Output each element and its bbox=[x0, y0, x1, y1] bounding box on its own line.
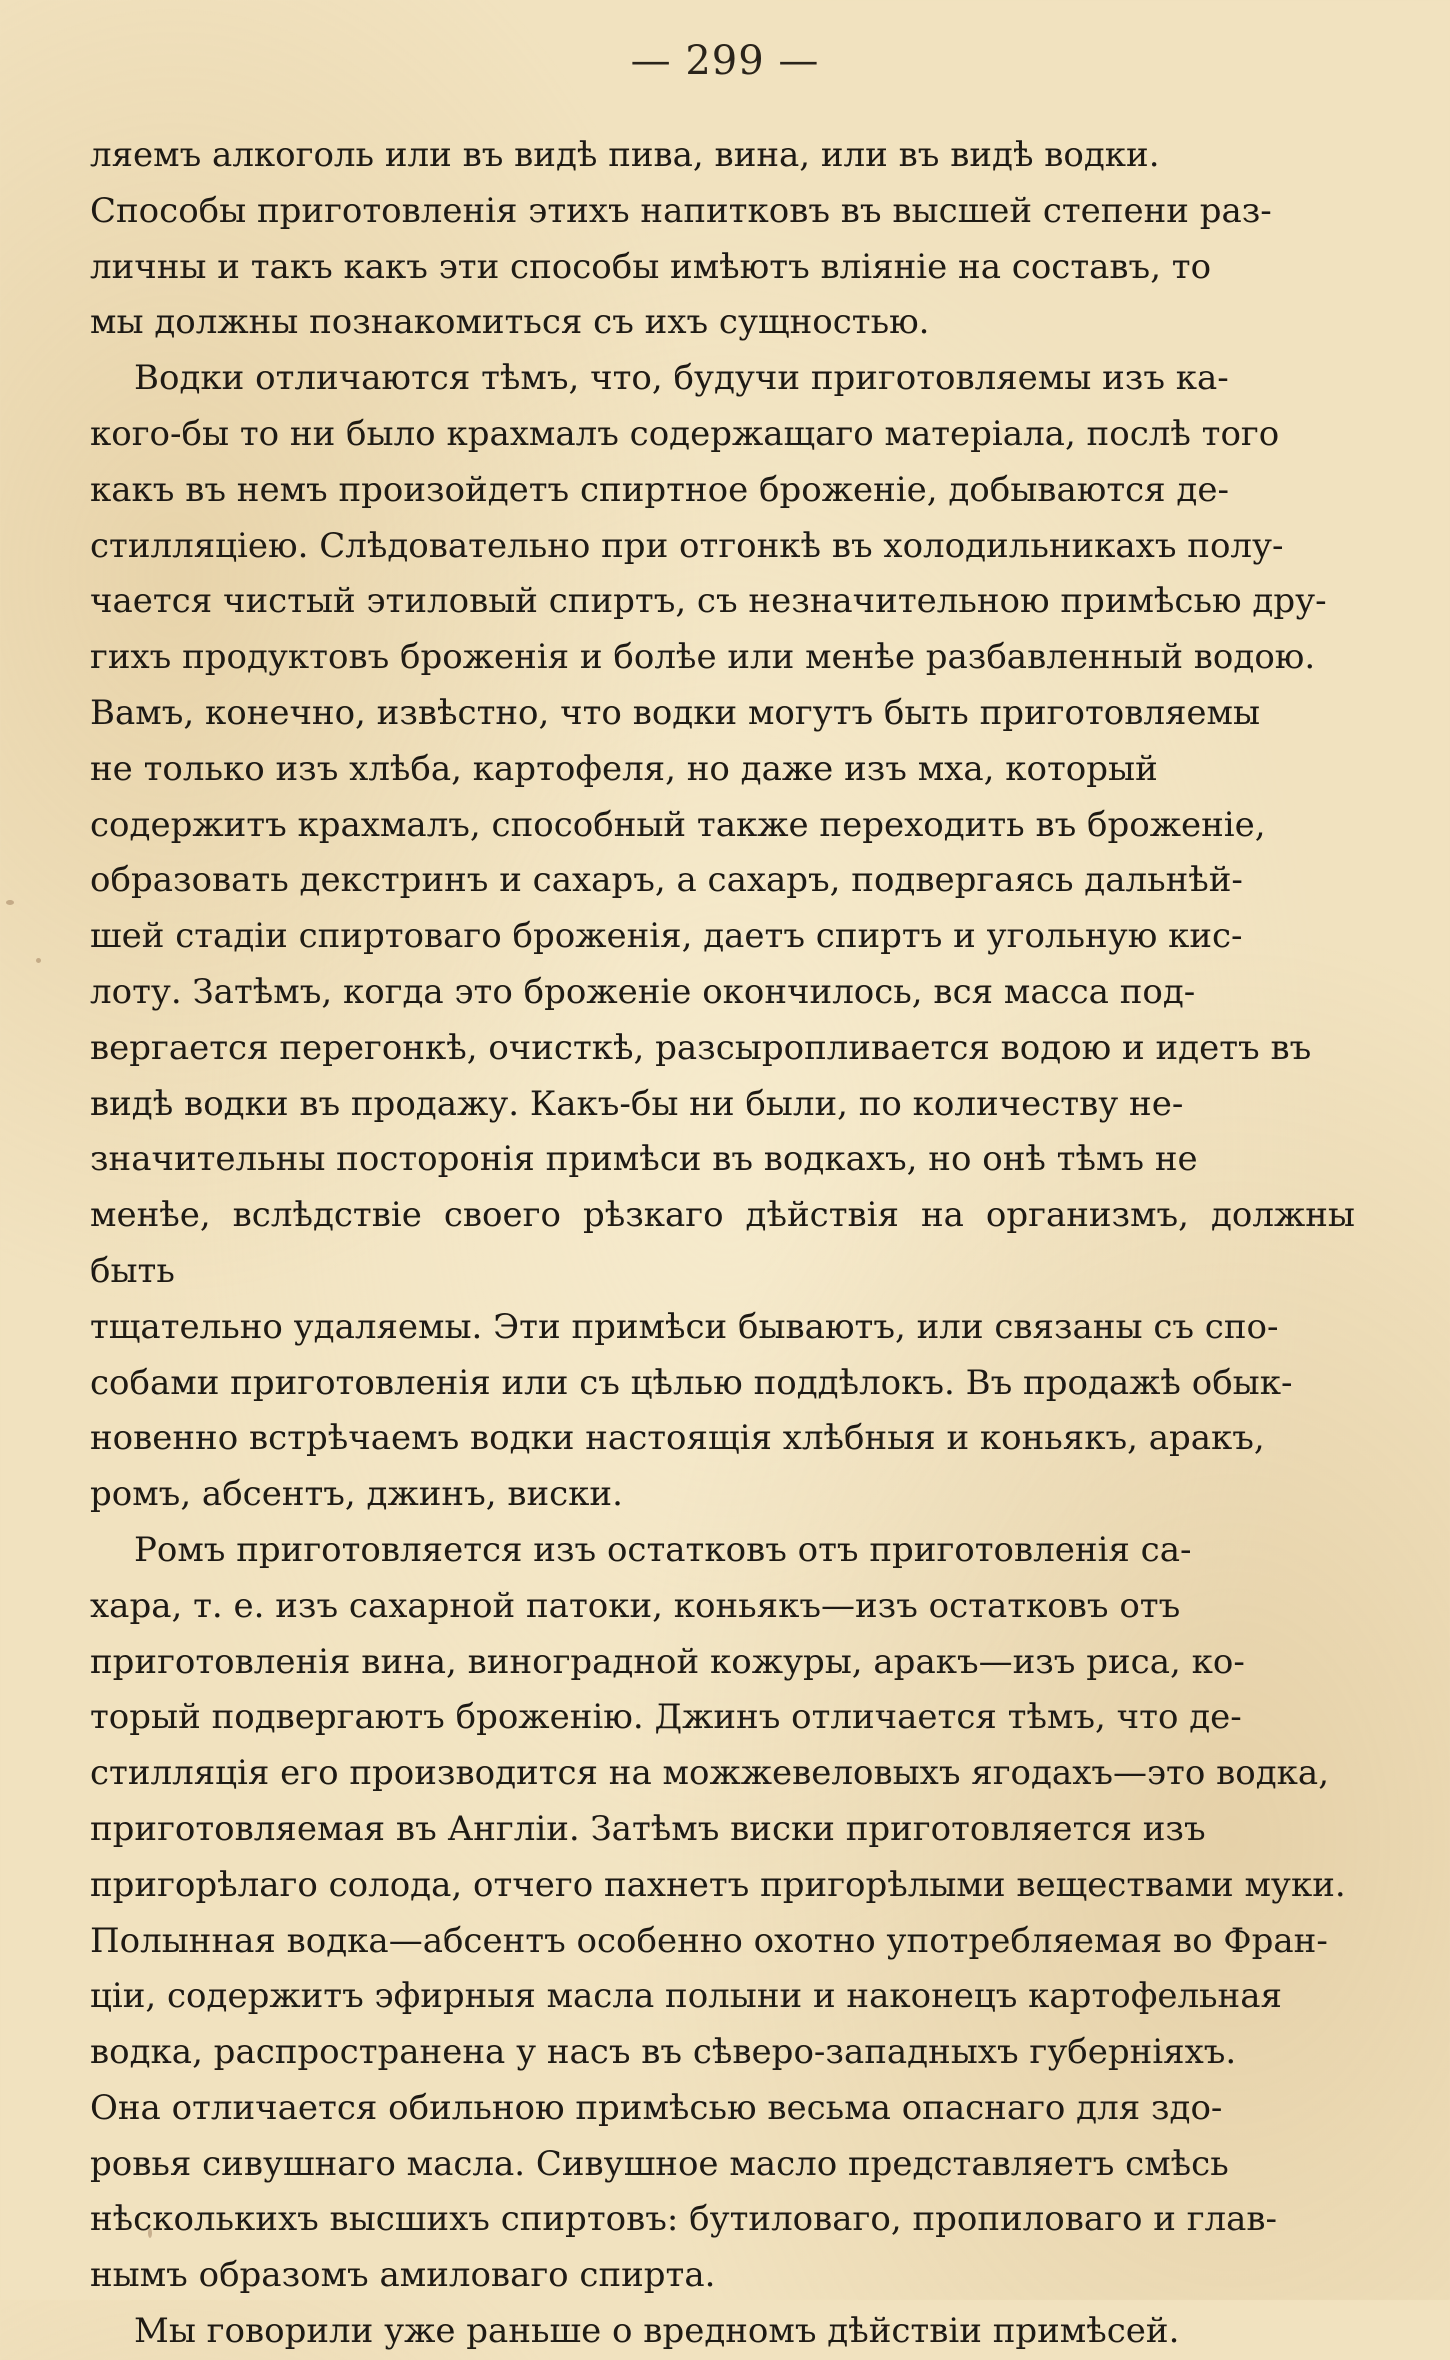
ink-spot bbox=[36, 958, 41, 963]
ink-spot bbox=[148, 2228, 152, 2238]
paragraph-vodka-intro bbox=[90, 351, 1355, 1523]
paragraph-rum bbox=[90, 1523, 1355, 2304]
body-text bbox=[90, 128, 1355, 2360]
ink-spot bbox=[6, 900, 14, 905]
paragraph-final-text: Мы говорили уже раньше о вредномъ дѣйствіи примѣсей. bbox=[134, 2311, 1180, 2352]
paragraph-continuation: ляемъ алкоголь или въ видѣ пива, вина, или въ видѣ водки. Способы приготовленія этихъ напитковъ въ высшей степени раз- личны и такъ какъ эти способы имѣютъ вліяніе на составъ, то мы должны познакомиться съ ихъ сущностью. bbox=[90, 135, 1272, 343]
paragraph-final bbox=[90, 2304, 1355, 2360]
paragraph-vodka-intro-text: Водки отличаются тѣмъ, что, будучи приготовляемы изъ ка- кого-бы то ни было крахмалъ содержащаго матеріала, послѣ того какъ въ немъ произойдетъ спиртное броженіе, добываются де- стилляціею. Слѣдовательно при отгонкѣ въ холодильникахъ полу- чается чистый этиловый спиртъ, съ незначительною примѣсью дру- гихъ продуктовъ броженія и болѣе или менѣе разбавленный водою. Вамъ, конечно, извѣстно, что водки могутъ быть приготовляемы не только изъ хлѣба, картофеля, но даже изъ мха, который содержитъ крахмалъ, способный также переходить въ броженіе, образовать декстринъ и сахаръ, а сахаръ, подвергаясь дальнѣй- шей стадіи спиртоваго броженія, даетъ спиртъ и угольную кис- лоту. Затѣмъ, когда это броженіе окончилось, вся масса под- вергается перегонкѣ, очисткѣ, разсыропливается водою и идетъ въ видѣ водки въ продажу. Какъ-бы ни были, по количеству не- значительны посторонія примѣси въ водкахъ, но онѣ тѣмъ не менѣе, вслѣдствіе своего рѣзкаго дѣйствія на организмъ, должны быть тщательно удаляемы. Эти примѣси бываютъ, или связаны съ спо- собами приготовленія или съ цѣлью поддѣлокъ. Въ продажѣ обык- новенно встрѣчаемъ водки настоящія хлѣбныя и коньякъ, аракъ, ромъ, абсентъ, джинъ, виски. bbox=[90, 358, 1355, 1515]
page-number: — 299 — bbox=[630, 38, 820, 84]
paragraph-rum-text: Ромъ приготовляется изъ остатковъ отъ приготовленія са- хара, т. е. изъ сахарной патоки, коньякъ—изъ остатковъ отъ приготовленія вина, виноградной кожуры, аракъ—изъ риса, ко- торый подвергаютъ броженію. Джинъ отличается тѣмъ, что де- стилляція его производится на можжевеловыхъ ягодахъ—это водка, приготовляемая въ Англіи. Затѣмъ виски приготовляется изъ пригорѣлаго солода, отчего пахнетъ пригорѣлыми веществами муки. Полынная водка—абсентъ особенно охотно употребляемая во Фран- ціи, содержитъ эфирныя масла полыни и наконецъ картофельная водка, распространена у насъ въ сѣверо-западныхъ губерніяхъ. Она отличается обильною примѣсью весьма опаснаго для здо- ровья сивушнаго масла. Сивушное масло представляетъ смѣсь нѣсколькихъ высшихъ спиртовъ: бутиловаго, пропиловаго и глав- нымъ образомъ амиловаго спирта. bbox=[90, 1529, 1346, 2296]
